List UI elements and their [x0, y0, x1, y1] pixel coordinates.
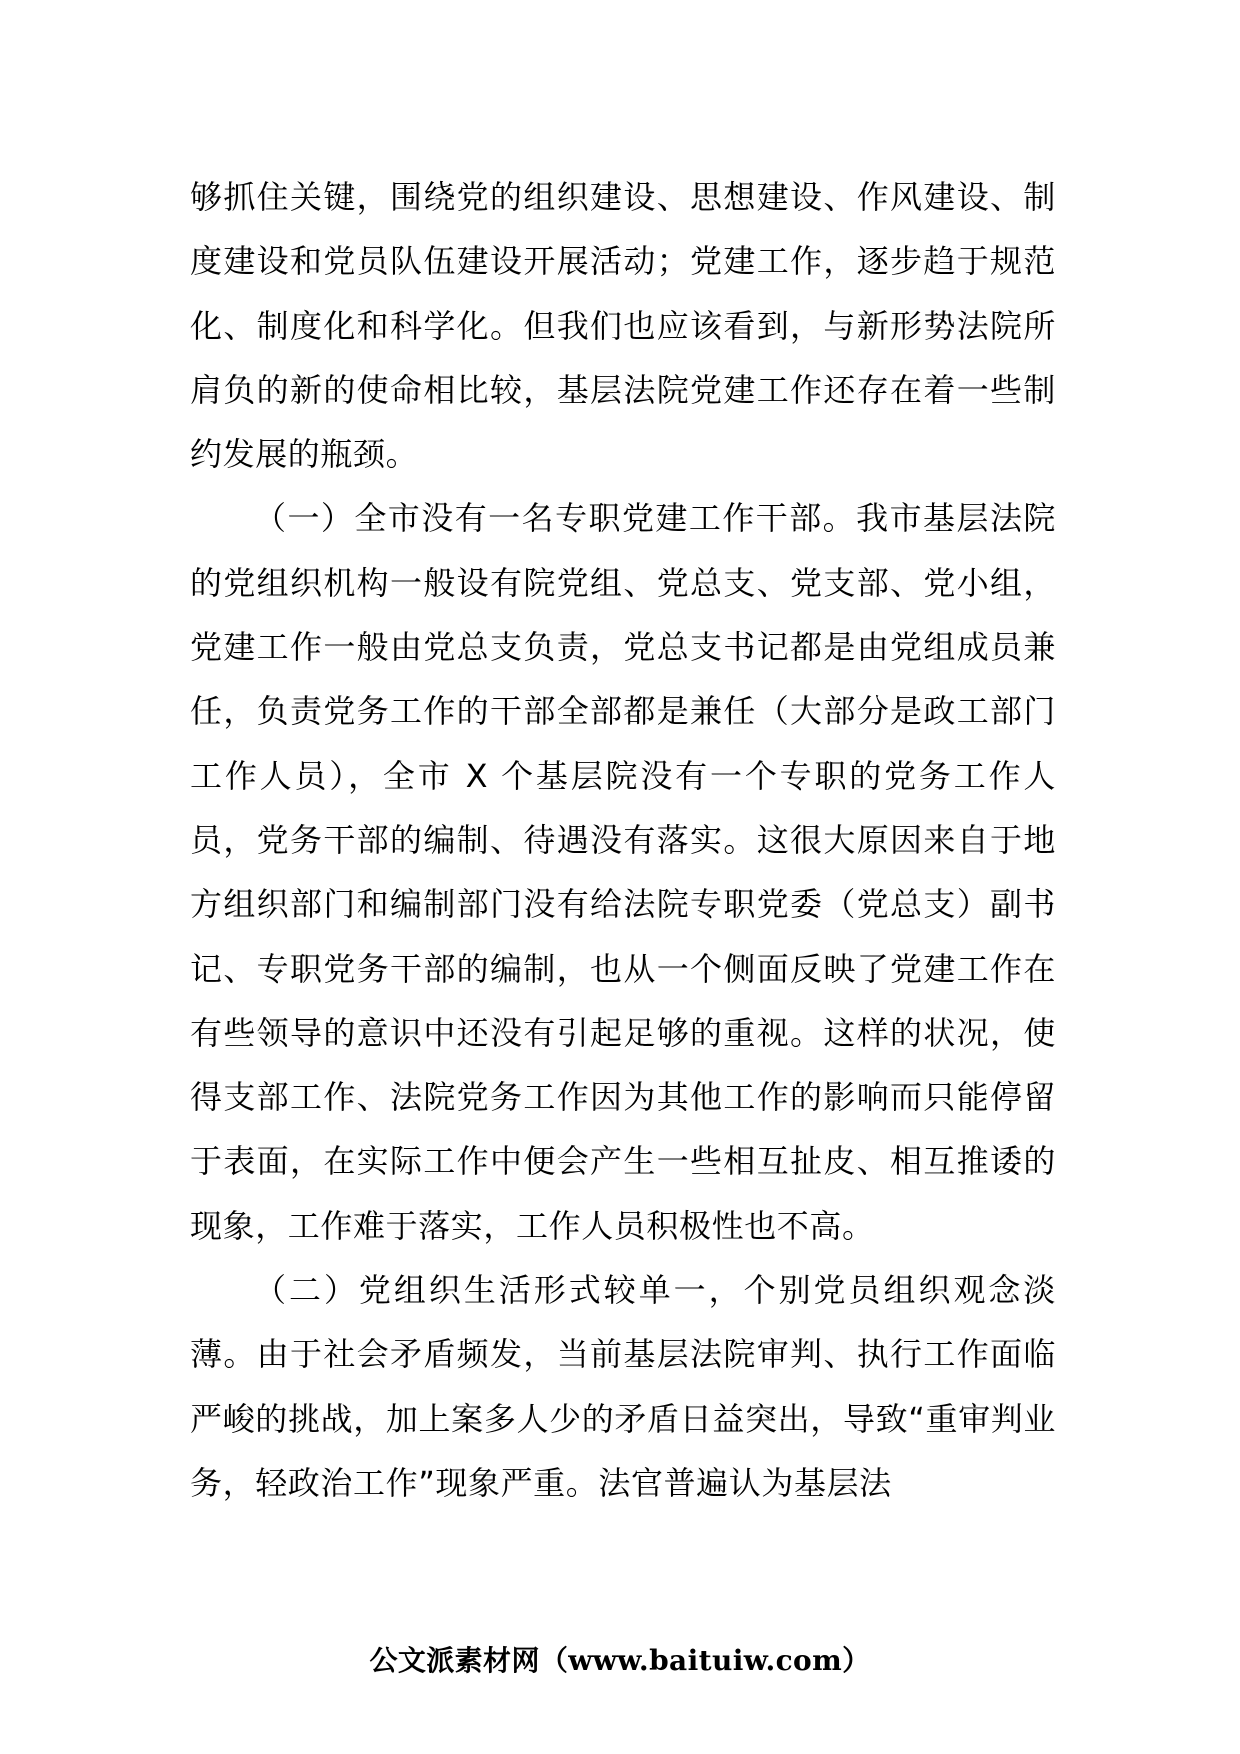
document-body [190, 165, 1056, 1515]
paragraph-3: （二）党组织生活形式较单一，个别党员组织观念淡薄。由于社会矛盾频发，当前基层法院审判、执行工作面临严峻的挑战，加上案多人少的矛盾日益突出，导致“重审判业务，轻政治工作”现象严重。法官普遍认为基层法 [190, 1271, 1056, 1502]
paragraph-2: （一）全市没有一名专职党建工作干部。我市基层法院的党组织机构一般设有院党组、党总支、党支部、党小组，党建工作一般由党总支负责，党总支书记都是由党组成员兼任，负责党务工作的干部全部都是兼任（大部分是政工部门工作人员），全市 X 个基层院没有一个专职的党务工作人员，党务干部的编制、待遇没有落实。这很大原因来自于地方组织部门和编制部门没有给法院专职党委（党总支）副书记、专职党务干部的编制，也从一个侧面反映了党建工作在有些领导的意识中还没有引起足够的重视。这样的状况，使得支部工作、法院党务工作因为其他工作的影响而只能停留于表面，在实际工作中便会产生一些相互扯皮、相互推诿的现象，工作难于落实，工作人员积极性也不高。 [190, 499, 1056, 1245]
paragraph-1: 够抓住关键，围绕党的组织建设、思想建设、作风建设、制度建设和党员队伍建设开展活动；党建工作，逐步趋于规范化、制度化和科学化。但我们也应该看到，与新形势法院所肩负的新的使命相比较，基层法院党建工作还存在着一些制约发展的瓶颈。 [190, 178, 1056, 474]
footer-watermark: 公文派素材网（www.baituiw.com） [369, 1644, 871, 1677]
